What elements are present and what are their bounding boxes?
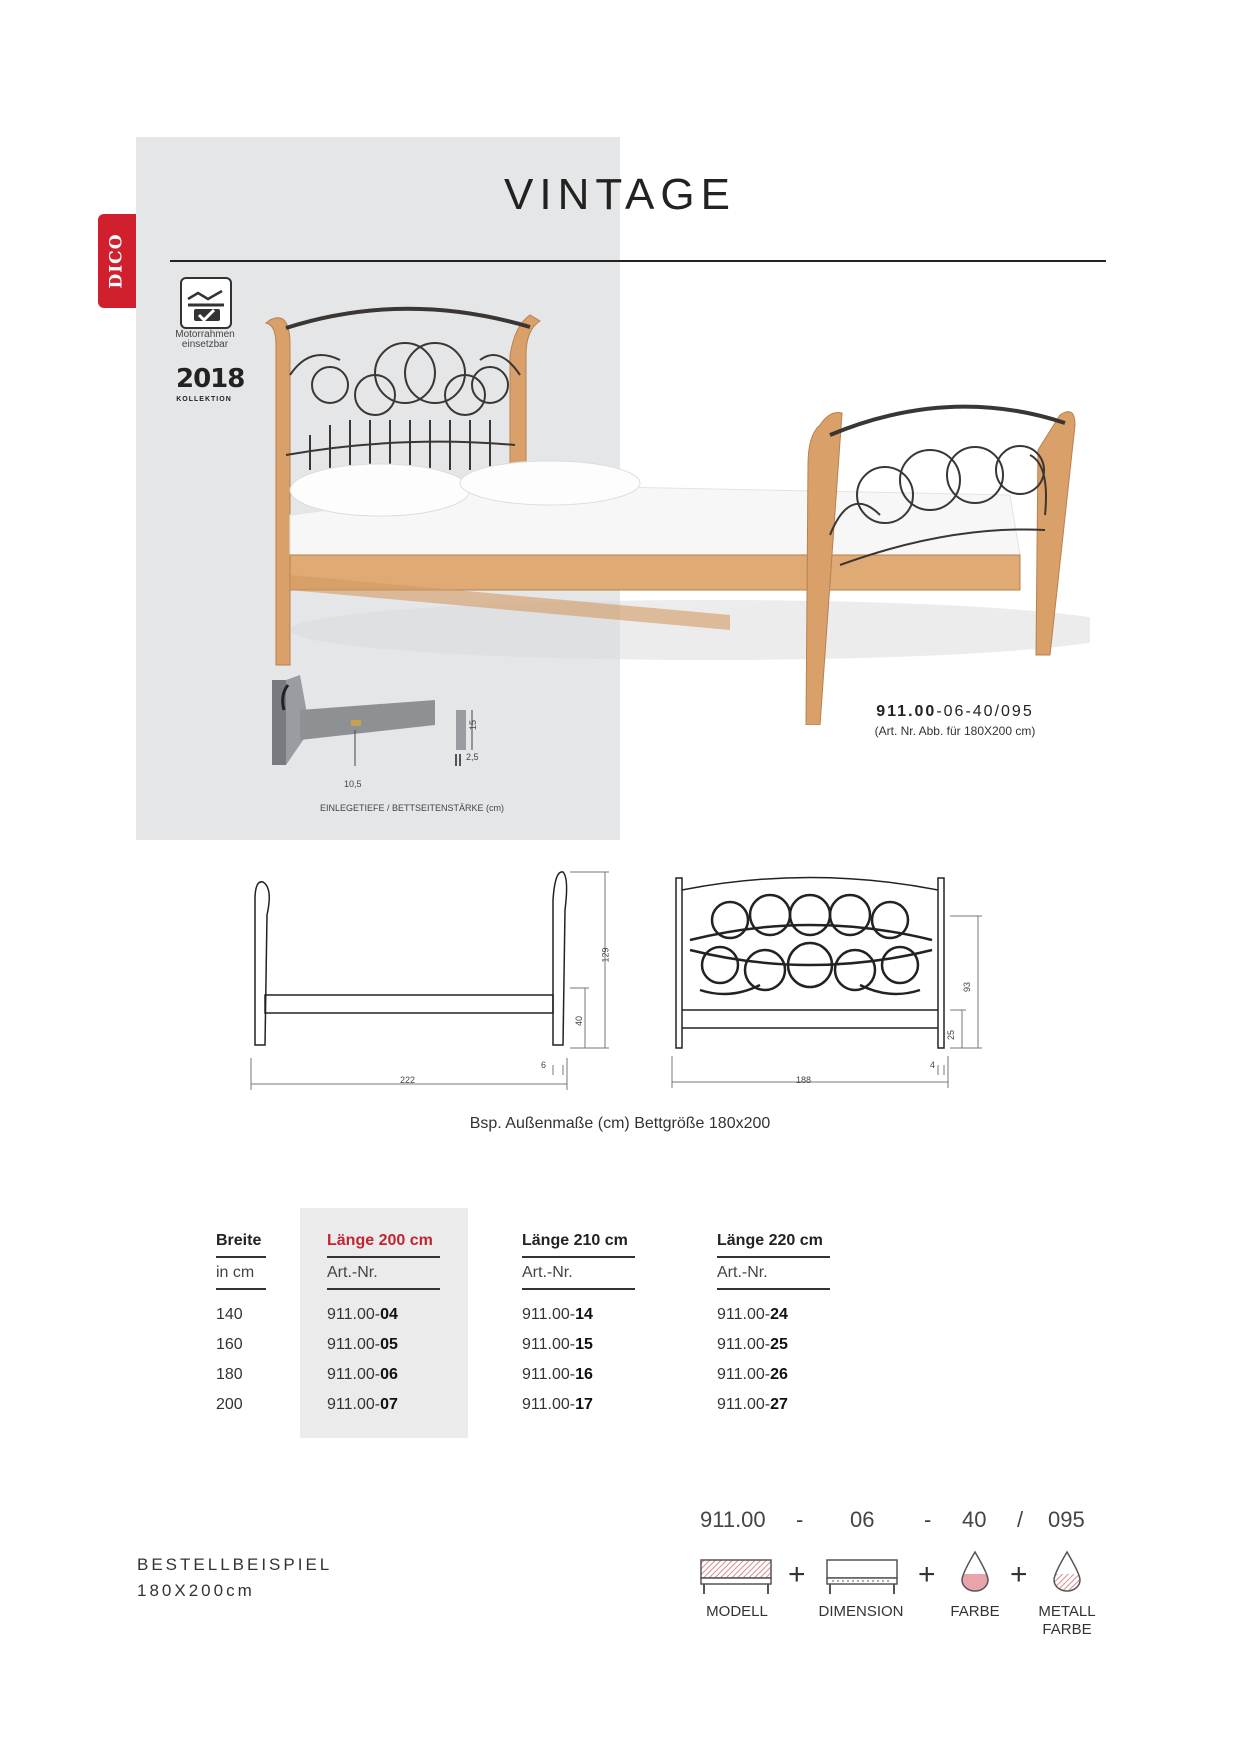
legend-metal-color: METALL FARBE [1038, 1603, 1096, 1638]
side-view-drawing [245, 860, 625, 1100]
detail-thickness-label: 2,5 [466, 752, 479, 762]
model-icon [700, 1558, 774, 1598]
article-cell: 911.00-24 [717, 1306, 788, 1323]
length-210-column [522, 1232, 635, 1420]
width-subheader: in cm [216, 1264, 255, 1281]
color-drop-icon [960, 1550, 990, 1592]
article-cell: 911.00-25 [717, 1336, 788, 1353]
length-210-subheader: Art.-Nr. [522, 1264, 573, 1281]
plus-sign: + [1010, 1558, 1028, 1591]
rail-detail-diagram [260, 670, 500, 790]
plus-sign: + [788, 1558, 806, 1591]
order-separator: - [924, 1507, 932, 1532]
length-200-subheader: Art.-Nr. [327, 1264, 378, 1281]
feature-label: Motorrahmen einsetzbar [175, 329, 235, 350]
side-rail-height-label: 40 [574, 1015, 585, 1027]
side-foot-label: 6 [541, 1060, 547, 1070]
metal-color-drop-icon [1052, 1550, 1082, 1592]
front-low-label: 25 [946, 1029, 957, 1041]
order-model-code: 911.00 [700, 1507, 766, 1532]
detail-caption: EINLEGETIEFE / BETTSEITENSTÄRKE (cm) [320, 803, 505, 813]
plus-sign: + [918, 1558, 936, 1591]
length-210-header: Länge 210 cm [522, 1232, 628, 1249]
brand-tab [98, 214, 136, 308]
motor-frame-icon [180, 277, 232, 329]
length-200-column [327, 1232, 440, 1420]
image-article-note: (Art. Nr. Abb. für 180X200 cm) [874, 724, 1036, 738]
article-cell: 911.00-04 [327, 1306, 398, 1323]
width-header: Breite [216, 1232, 262, 1249]
side-length-label: 222 [400, 1075, 416, 1085]
order-dimension-code: 06 [850, 1507, 875, 1532]
image-article-code: 911.00-06-40/095 [876, 703, 1034, 720]
article-cell: 911.00-16 [522, 1366, 593, 1383]
length-220-subheader: Art.-Nr. [717, 1264, 768, 1281]
legend-color: FARBE [950, 1603, 1000, 1620]
article-cell: 911.00-17 [522, 1396, 593, 1413]
order-color-code: 40 [962, 1507, 987, 1532]
width-cell: 200 [216, 1396, 243, 1413]
length-220-column [717, 1232, 830, 1420]
article-cell: 911.00-26 [717, 1366, 788, 1383]
front-view-drawing [670, 860, 990, 1100]
order-separator: - [796, 1507, 804, 1532]
collection-year: 2018 [176, 364, 245, 394]
order-example-label: BESTELLBEISPIEL 180X200cm [137, 1555, 333, 1600]
width-cell: 160 [216, 1336, 243, 1353]
order-metal-color-code: 095 [1048, 1507, 1085, 1532]
brand-logo: DICO [107, 233, 128, 289]
legend-model: MODELL [706, 1603, 768, 1620]
front-height-label: 93 [962, 981, 973, 993]
title-rule [170, 260, 1106, 262]
detail-height-label: 15 [468, 719, 479, 731]
page-title: VINTAGE [504, 170, 736, 219]
front-width-label: 188 [796, 1075, 812, 1085]
dimensions-caption: Bsp. Außenmaße (cm) Bettgröße 180x200 [469, 1115, 771, 1132]
legend-dimension: DIMENSION [818, 1603, 904, 1620]
order-separator: / [1017, 1507, 1024, 1532]
article-cell: 911.00-14 [522, 1306, 593, 1323]
length-220-header: Länge 220 cm [717, 1232, 823, 1249]
front-foot-label: 4 [930, 1060, 936, 1070]
bed-illustration [230, 285, 1090, 725]
side-height-label: 129 [600, 947, 611, 963]
article-cell: 911.00-05 [327, 1336, 398, 1353]
length-200-header: Länge 200 cm [327, 1232, 433, 1249]
detail-depth-label: 10,5 [344, 779, 362, 789]
article-cell: 911.00-07 [327, 1396, 398, 1413]
collection-label: KOLLEKTION [176, 396, 232, 403]
width-cell: 140 [216, 1306, 243, 1323]
article-cell: 911.00-27 [717, 1396, 788, 1413]
width-column [216, 1232, 266, 1420]
width-cell: 180 [216, 1366, 243, 1383]
article-cell: 911.00-06 [327, 1366, 398, 1383]
article-cell: 911.00-15 [522, 1336, 593, 1353]
dimension-icon [826, 1558, 900, 1598]
